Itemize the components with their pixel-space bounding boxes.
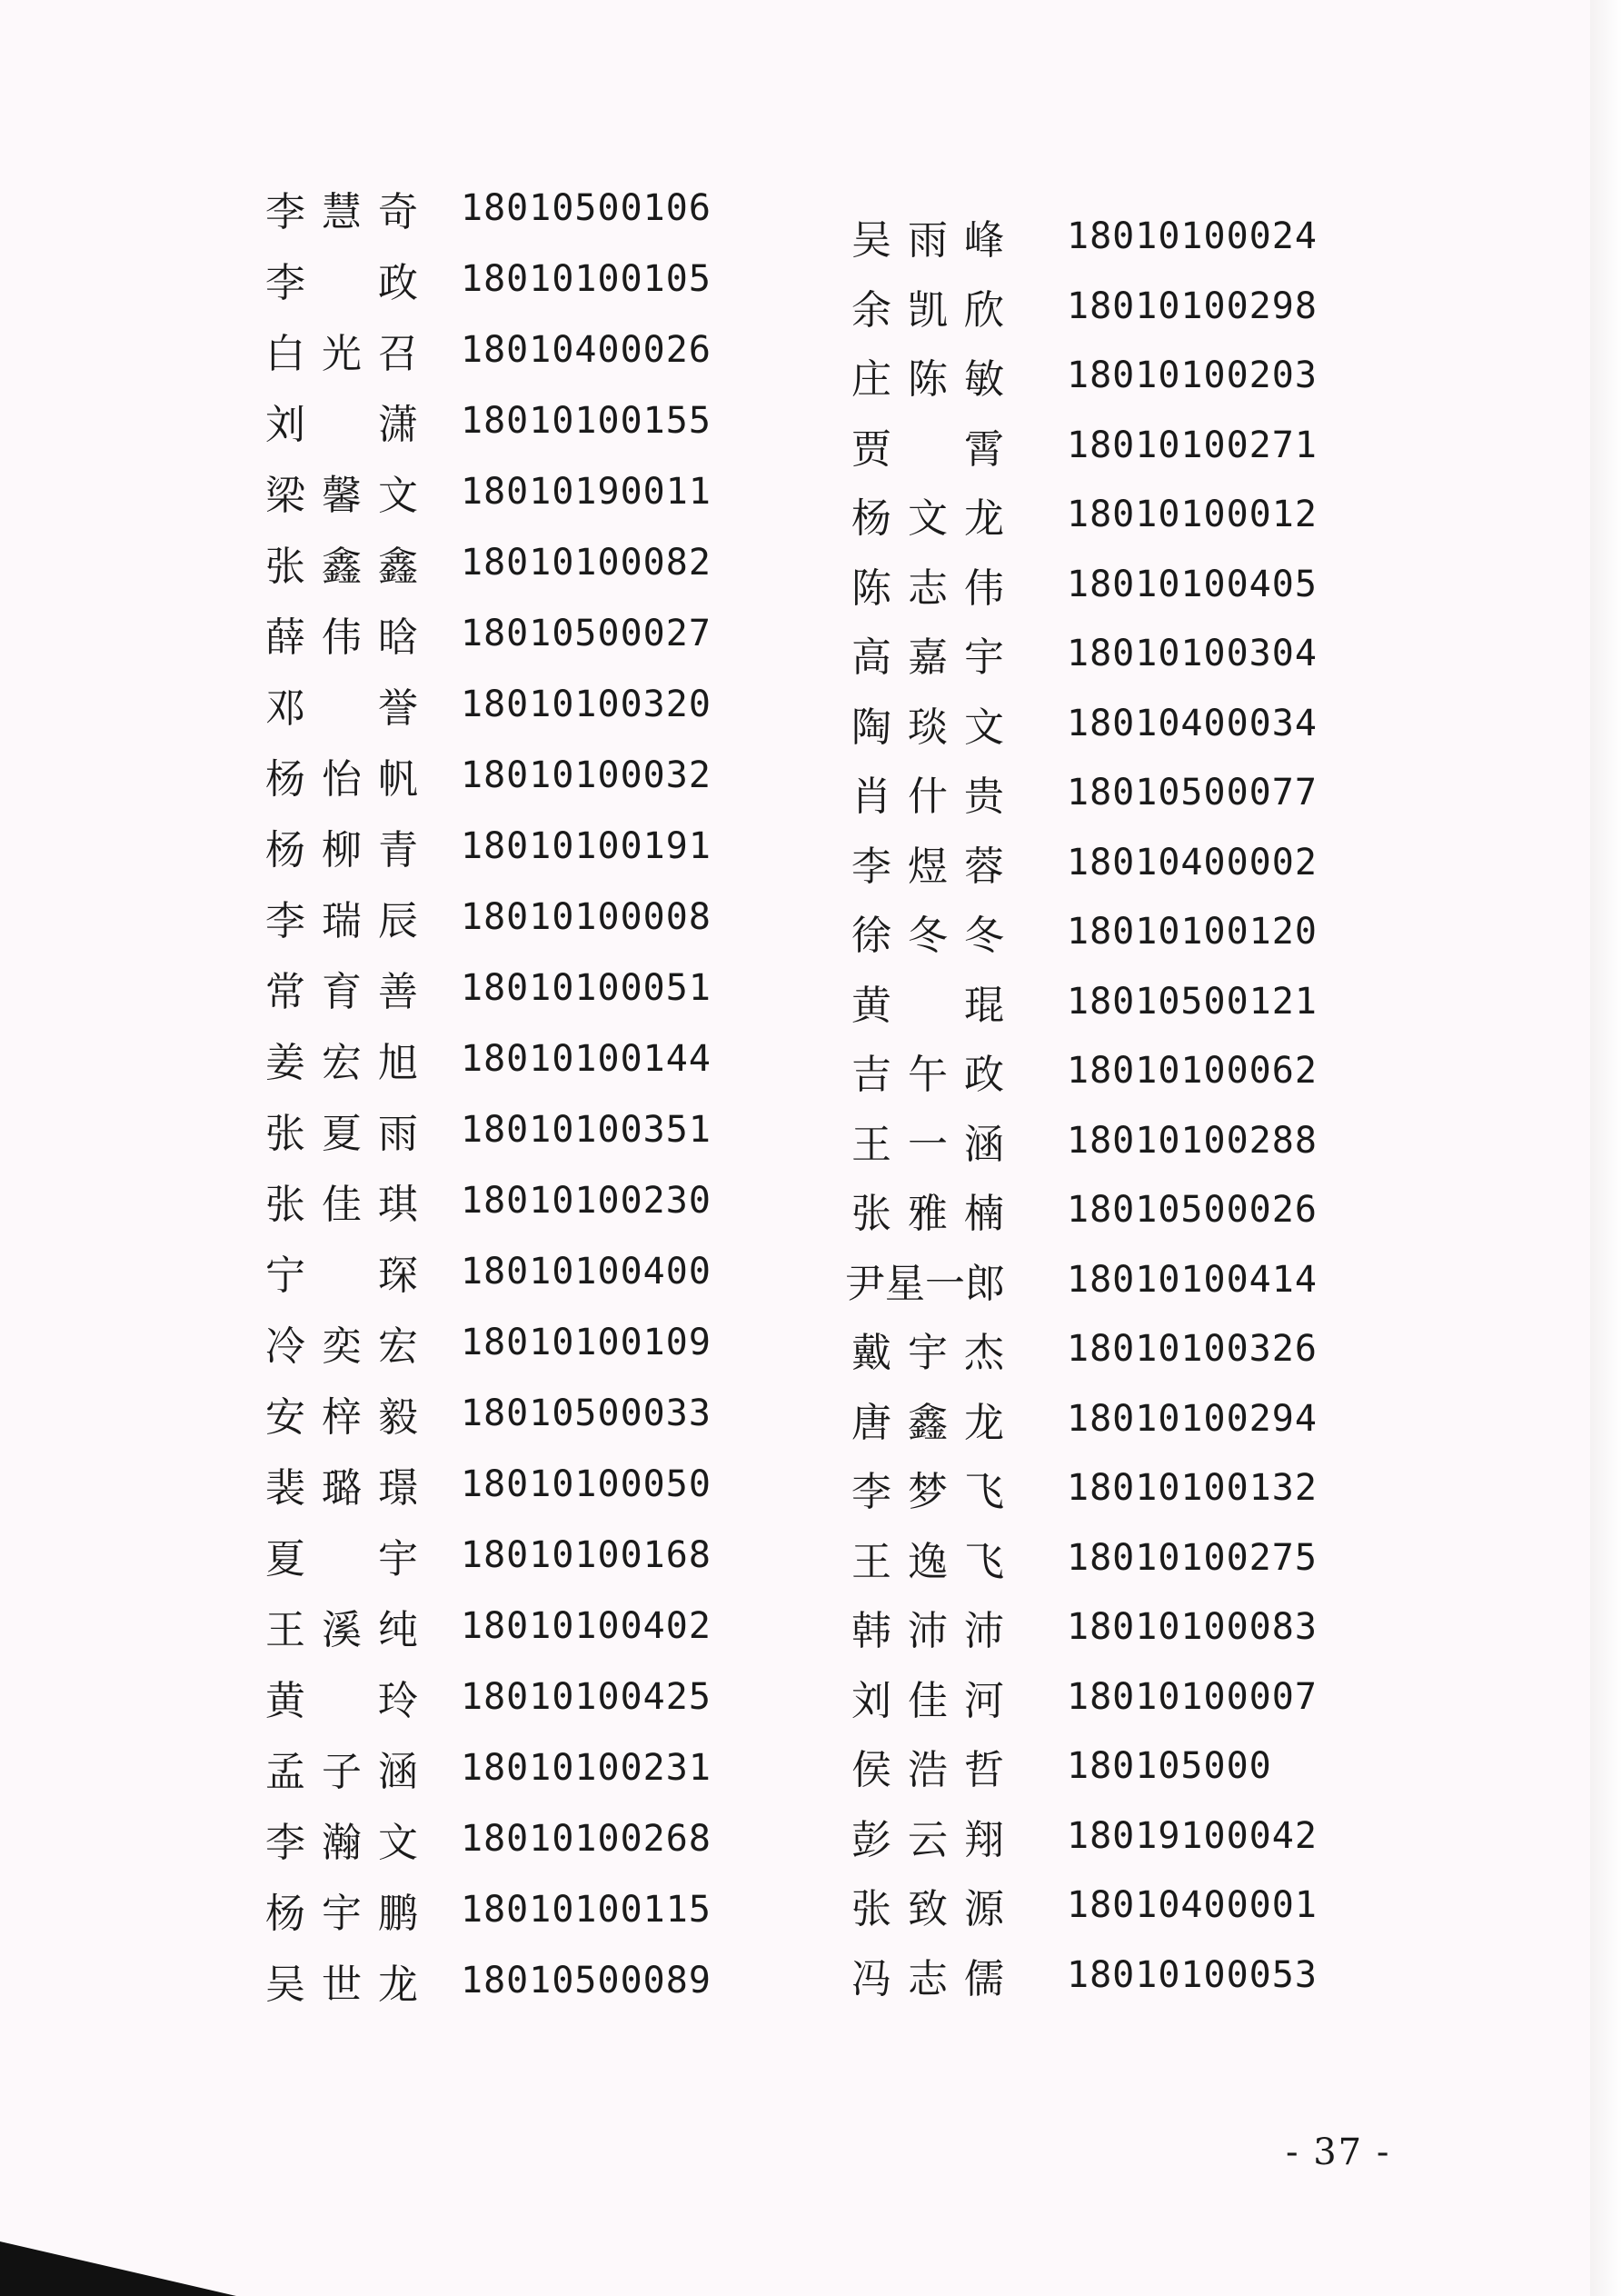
name-entry-row	[845, 828, 1318, 898]
name-entry-row	[845, 1662, 1318, 1732]
name-entry-row	[259, 1874, 711, 1945]
student-number: 18010400001	[1067, 1884, 1318, 1927]
person-name: 戴 宇 杰	[851, 1330, 1004, 1377]
person-name: 唐 鑫 龙	[851, 1399, 1004, 1446]
name-entry-row	[259, 1023, 711, 1094]
name-entry-row	[259, 598, 711, 669]
name-entry-row	[845, 1036, 1318, 1106]
name-entry-row	[259, 1803, 711, 1874]
name-entry-row	[845, 411, 1318, 481]
person-name: 贾 霄	[851, 425, 1004, 473]
student-number: 18010100109	[461, 1322, 711, 1363]
student-number: 18010100400	[461, 1251, 711, 1293]
name-entry-row	[259, 527, 711, 598]
student-number: 18010500106	[461, 187, 711, 229]
person-name: 李 慧 奇	[265, 189, 418, 235]
person-name: 邓 誉	[265, 685, 418, 732]
person-name: 王 一 涵	[851, 1121, 1004, 1168]
student-number: 18010100132	[1067, 1467, 1318, 1510]
person-name: 张 雅 楠	[851, 1191, 1004, 1238]
name-entry-row	[259, 1307, 711, 1378]
person-name: 白 光 召	[265, 331, 418, 377]
student-number: 18010100115	[461, 1889, 711, 1931]
person-name: 夏 宇	[265, 1536, 418, 1582]
person-name: 张 鑫 鑫	[265, 544, 418, 590]
name-entry-row	[845, 689, 1318, 759]
person-name: 李 政	[265, 260, 418, 306]
student-number: 18010100168	[461, 1534, 711, 1576]
name-entry-row	[259, 1236, 711, 1307]
person-name: 常 育 善	[265, 969, 418, 1015]
student-number: 18010500077	[1067, 772, 1318, 814]
student-number: 18010100425	[461, 1676, 711, 1718]
person-name: 王 溪 纯	[265, 1607, 418, 1653]
person-name: 余 凯 欣	[851, 286, 1004, 334]
person-name: 刘 潇	[265, 402, 418, 448]
person-name: 吉 午 政	[851, 1052, 1004, 1099]
student-number: 18010100120	[1067, 911, 1318, 953]
name-entry-row	[845, 202, 1318, 272]
person-name: 姜 宏 旭	[265, 1040, 418, 1086]
name-entry-row	[845, 480, 1318, 550]
name-entry-row	[259, 740, 711, 811]
name-entry-row	[259, 173, 711, 244]
student-number: 18010100050	[461, 1463, 711, 1505]
student-number: 18010100294	[1067, 1397, 1318, 1440]
student-number: 18010100298	[1067, 285, 1318, 327]
name-entry-row	[259, 1378, 711, 1449]
name-entry-row	[259, 1165, 711, 1236]
student-number: 18010100288	[1067, 1119, 1318, 1162]
name-entry-row	[845, 967, 1318, 1037]
person-name: 黄 玲	[265, 1678, 418, 1724]
student-number: 18010500089	[461, 1960, 711, 2002]
student-number: 18010100275	[1067, 1536, 1318, 1579]
name-entry-row	[845, 1941, 1318, 2011]
name-entry-row	[259, 669, 711, 740]
person-name: 吴 雨 峰	[851, 217, 1004, 265]
student-number: 18010400026	[461, 329, 711, 371]
name-entry-row	[845, 758, 1318, 828]
student-number: 18010190011	[461, 471, 711, 513]
student-number: 18010100414	[1067, 1258, 1318, 1301]
name-entry-row	[259, 882, 711, 953]
person-name: 薛 伟 晗	[265, 614, 418, 661]
student-number: 18010100008	[461, 896, 711, 938]
person-name: 刘 佳 河	[851, 1677, 1004, 1724]
person-name: 冷 奕 宏	[265, 1323, 418, 1370]
person-name: 李 煜 蓉	[851, 843, 1004, 890]
name-entry-row	[845, 1314, 1318, 1384]
student-number: 18010400034	[1067, 702, 1318, 744]
person-name: 张 佳 琪	[265, 1182, 418, 1228]
student-number: 18010100007	[1067, 1675, 1318, 1718]
name-entry-row	[845, 1245, 1318, 1315]
name-entry-row	[259, 1732, 711, 1803]
name-entry-row	[259, 1945, 711, 2016]
student-number: 18010100053	[1067, 1953, 1318, 1996]
name-entry-row	[259, 1449, 711, 1520]
person-name: 陈 志 伟	[851, 564, 1004, 612]
name-entry-row	[845, 1732, 1318, 1802]
name-entry-row	[845, 550, 1318, 620]
student-number: 18010100012	[1067, 494, 1318, 536]
name-entry-row	[259, 385, 711, 456]
student-number: 18010100083	[1067, 1606, 1318, 1649]
student-number: 18010100203	[1067, 354, 1318, 397]
student-number: 18010500033	[461, 1393, 711, 1434]
page-edge	[1590, 0, 1622, 2296]
person-name: 吴 世 龙	[265, 1962, 418, 2008]
person-name: 侯 浩 哲	[851, 1747, 1004, 1794]
student-number: 18010100320	[461, 684, 711, 725]
person-name: 韩 沛 沛	[851, 1608, 1004, 1655]
person-name: 肖 什 贵	[851, 774, 1004, 821]
student-number: 18010100062	[1067, 1050, 1318, 1093]
name-entry-row	[845, 897, 1318, 967]
name-entry-row	[845, 341, 1318, 411]
person-name: 杨 柳 青	[265, 827, 418, 873]
person-name: 杨 怡 帆	[265, 756, 418, 803]
student-number: 18010100082	[461, 542, 711, 584]
student-number: 18010100326	[1067, 1328, 1318, 1371]
student-number: 18010100032	[461, 754, 711, 796]
person-name: 梁 馨 文	[265, 473, 418, 519]
name-entry-row	[259, 1094, 711, 1165]
left-name-column	[259, 173, 711, 2016]
name-entry-row	[845, 1871, 1318, 1941]
person-name: 杨 宇 鹏	[265, 1891, 418, 1937]
person-name: 孟 子 涵	[265, 1749, 418, 1795]
person-name: 宁 琛	[265, 1253, 418, 1299]
name-entry-row	[259, 456, 711, 527]
student-number: 18010500121	[1067, 980, 1318, 1023]
student-number: 18010400002	[1067, 841, 1318, 883]
name-entry-row	[845, 1106, 1318, 1176]
person-name: 张 夏 雨	[265, 1111, 418, 1157]
student-number: 180105000	[1067, 1745, 1272, 1788]
person-name: 李 梦 飞	[851, 1469, 1004, 1516]
name-entry-row	[845, 1175, 1318, 1245]
person-name: 庄 陈 敏	[851, 356, 1004, 404]
person-name: 李 瀚 文	[265, 1820, 418, 1866]
right-name-column	[845, 202, 1318, 2010]
name-entry-row	[845, 1802, 1318, 1872]
name-entry-row	[259, 1662, 711, 1732]
name-entry-row	[845, 1523, 1318, 1593]
person-name: 王 逸 飞	[851, 1538, 1004, 1585]
name-entry-row	[845, 1384, 1318, 1454]
person-name: 安 梓 毅	[265, 1394, 418, 1441]
student-number: 18010100105	[461, 258, 711, 300]
name-entry-row	[259, 244, 711, 314]
name-entry-row	[259, 811, 711, 882]
person-name: 高 嘉 宇	[851, 634, 1004, 682]
person-name: 裴 璐 璟	[265, 1465, 418, 1512]
person-name: 徐 冬 冬	[851, 913, 1004, 960]
person-name: 李 瑞 辰	[265, 898, 418, 944]
student-number: 18010500027	[461, 613, 711, 654]
name-entry-row	[845, 1592, 1318, 1662]
student-number: 18019100042	[1067, 1814, 1318, 1857]
name-entry-row	[259, 953, 711, 1023]
name-entry-row	[845, 272, 1318, 342]
student-number: 18010100230	[461, 1180, 711, 1222]
student-number: 18010100155	[461, 400, 711, 442]
name-entry-row	[259, 1520, 711, 1591]
student-number: 18010100191	[461, 825, 711, 867]
student-number: 18010100144	[461, 1038, 711, 1080]
student-number: 18010100268	[461, 1818, 711, 1860]
student-number: 18010100231	[461, 1747, 711, 1789]
name-entry-row	[259, 1591, 711, 1662]
student-number: 18010100271	[1067, 424, 1318, 466]
person-name: 冯 志 儒	[851, 1955, 1004, 2002]
person-name: 张 致 源	[851, 1886, 1004, 1933]
student-number: 18010100051	[461, 967, 711, 1009]
page-number: - 37 -	[1286, 2131, 1391, 2173]
student-number: 18010500026	[1067, 1189, 1318, 1232]
student-number: 18010100304	[1067, 633, 1318, 675]
student-number: 18010100351	[461, 1109, 711, 1151]
name-entry-row	[845, 619, 1318, 689]
name-entry-row	[845, 1453, 1318, 1523]
name-entry-row	[259, 314, 711, 385]
person-name: 杨 文 龙	[851, 495, 1004, 543]
person-name: 彭 云 翔	[851, 1816, 1004, 1863]
person-name: 黄 琨	[851, 982, 1004, 1029]
person-name: 尹星一郎	[845, 1260, 1005, 1307]
student-number: 18010100402	[461, 1605, 711, 1647]
person-name: 陶 琰 文	[851, 704, 1004, 751]
student-number: 18010100024	[1067, 215, 1318, 258]
student-number: 18010100405	[1067, 563, 1318, 605]
